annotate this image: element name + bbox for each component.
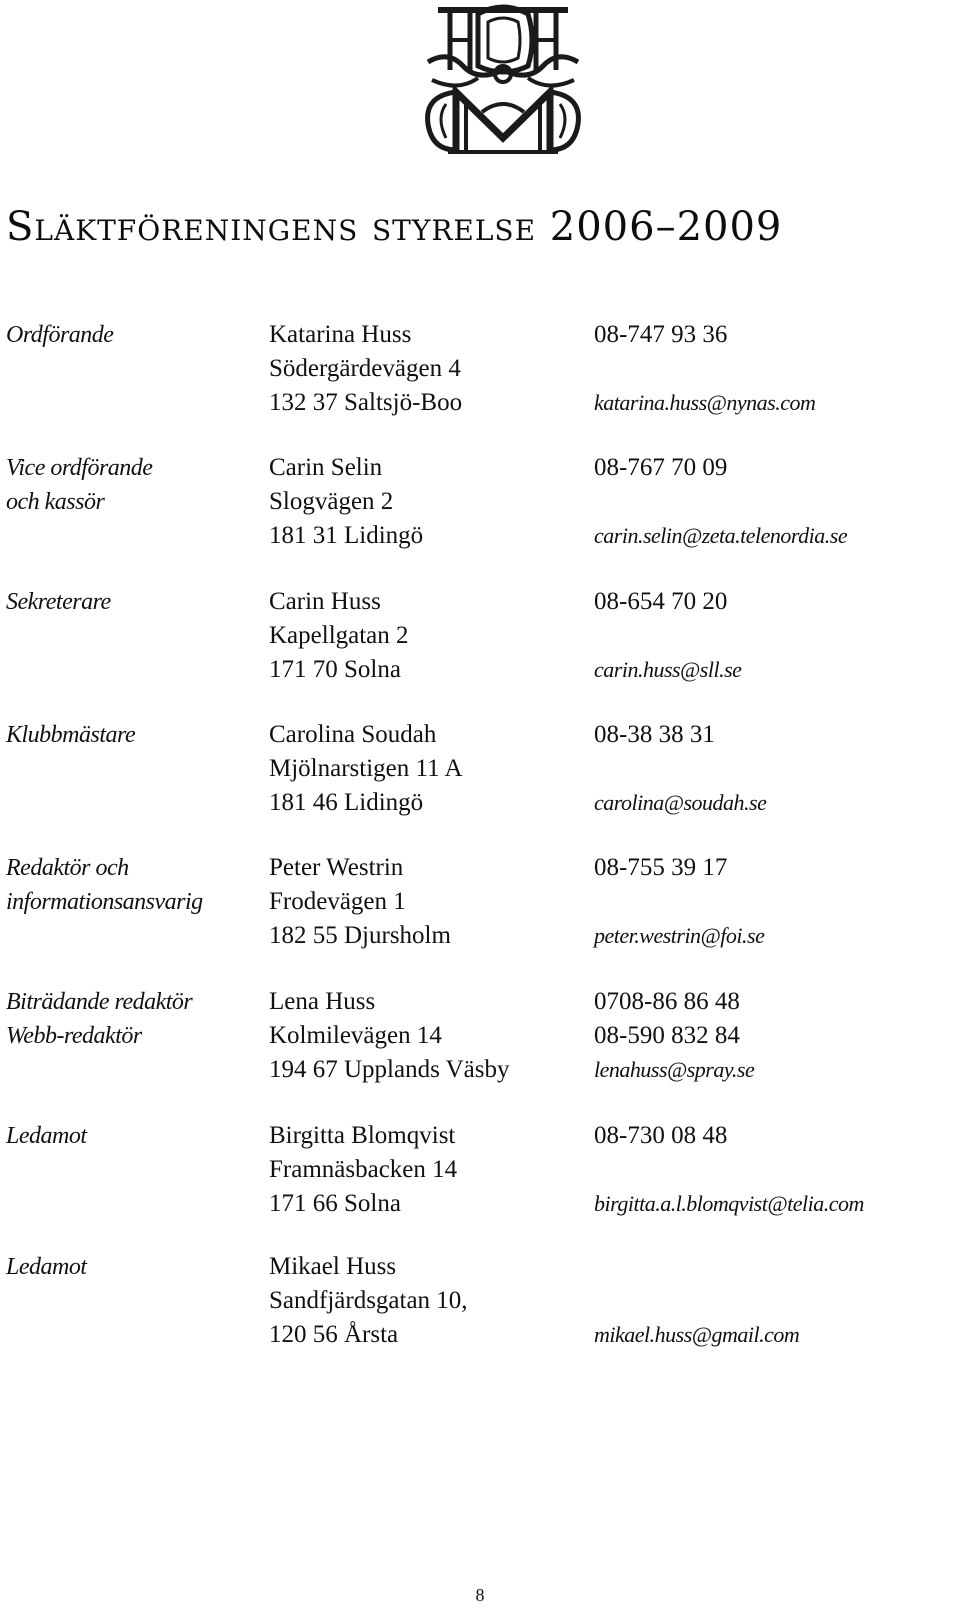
board-member-klubbmastare [6, 718, 956, 823]
member-street: Kolmilevägen 14 [269, 1022, 442, 1049]
member-postal-city: 132 37 Saltsjö-Boo [269, 389, 463, 416]
member-name: Carin Huss [269, 588, 381, 615]
page-title: Släktföreningens styrelse 2006–2009 [6, 204, 783, 250]
member-role-continued: Webb-redaktör [6, 1023, 142, 1049]
board-member-redaktor [6, 851, 956, 956]
board-member-ledamot-1 [6, 1119, 956, 1224]
member-street: Frodevägen 1 [269, 888, 406, 915]
member-role-continued: och kassör [6, 489, 105, 515]
member-postal-city: 194 67 Upplands Väsby [269, 1056, 510, 1083]
member-phone: 08-747 93 36 [594, 321, 728, 348]
board-member-bitradande-redaktor [6, 985, 956, 1090]
board-member-sekreterare [6, 585, 956, 690]
member-phone: 08-38 38 31 [594, 721, 715, 748]
member-email: mikael.huss@gmail.com [594, 1322, 800, 1347]
board-member-ledamot-2 [6, 1250, 956, 1355]
member-name: Mikael Huss [269, 1253, 397, 1280]
member-role: Klubbmästare [6, 722, 136, 748]
member-street: Kapellgatan 2 [269, 622, 409, 649]
member-street: Södergärdevägen 4 [269, 355, 461, 382]
member-postal-city: 182 55 Djursholm [269, 922, 451, 949]
member-email: lenahuss@spray.se [594, 1057, 755, 1082]
member-name: Carolina Soudah [269, 721, 437, 748]
board-member-ordforande [6, 318, 956, 423]
member-role: Biträdande redaktör [6, 989, 193, 1015]
member-postal-city: 120 56 Årsta [269, 1321, 399, 1348]
member-role-continued: informationsansvarig [6, 889, 203, 915]
member-street: Mjölnarstigen 11 A [269, 755, 463, 782]
member-postal-city: 171 70 Solna [269, 656, 401, 683]
member-postal-city: 181 46 Lidingö [269, 789, 424, 816]
member-email: carin.huss@sll.se [594, 657, 742, 682]
member-postal-city: 181 31 Lidingö [269, 522, 424, 549]
member-email: peter.westrin@foi.se [594, 923, 765, 948]
member-role: Ordförande [6, 322, 114, 348]
member-role: Ledamot [6, 1123, 87, 1149]
member-role: Redaktör och [6, 855, 129, 881]
member-email: carin.selin@zeta.telenordia.se [594, 523, 848, 548]
member-email: katarina.huss@nynas.com [594, 390, 816, 415]
member-street: Framnäsbacken 14 [269, 1156, 458, 1183]
member-email: carolina@soudah.se [594, 790, 767, 815]
member-phone-secondary: 08-590 832 84 [594, 1022, 740, 1049]
member-name: Lena Huss [269, 988, 376, 1015]
member-postal-city: 171 66 Solna [269, 1190, 401, 1217]
member-role: Vice ordförande [6, 455, 153, 481]
member-role: Ledamot [6, 1254, 87, 1280]
board-member-vice-ordforande [6, 451, 956, 556]
member-phone: 08-767 70 09 [594, 454, 728, 481]
member-email: birgitta.a.l.blomqvist@telia.com [594, 1191, 864, 1216]
member-name: Birgitta Blomqvist [269, 1122, 456, 1149]
member-street: Sandfjärdsgatan 10, [269, 1287, 468, 1314]
member-phone: 08-755 39 17 [594, 854, 728, 881]
member-street: Slogvägen 2 [269, 488, 394, 515]
member-phone: 0708-86 86 48 [594, 988, 740, 1015]
member-name: Katarina Huss [269, 321, 412, 348]
member-role: Sekreterare [6, 589, 111, 615]
member-phone: 08-730 08 48 [594, 1122, 728, 1149]
member-name: Carin Selin [269, 454, 383, 481]
monogram-logo-icon [418, 0, 588, 158]
member-name: Peter Westrin [269, 854, 404, 881]
member-phone: 08-654 70 20 [594, 588, 728, 615]
page-number: 8 [475, 1585, 485, 1605]
